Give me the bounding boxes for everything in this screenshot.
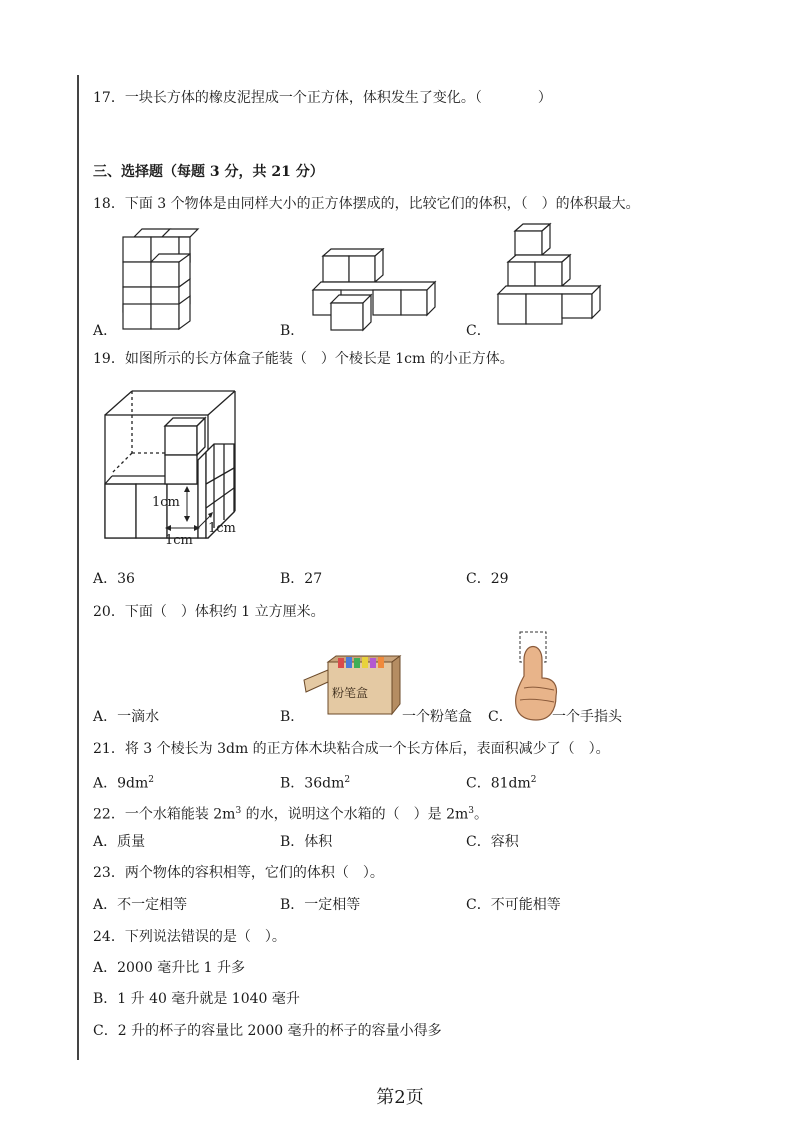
- q19-option-c[interactable]: C．29: [466, 571, 509, 587]
- question-21-stem: 21．将 3 个棱长为 3dm 的正方体木块粘合成一个长方体后，表面积减少了（ ）。: [93, 741, 610, 757]
- question-20-stem: 20．下面（ ）体积约 1 立方厘米。: [93, 604, 325, 620]
- q20-option-c[interactable]: C．: [488, 709, 513, 725]
- question-24-stem: 24．下列说法错误的是（ ）。: [93, 929, 286, 945]
- q18-figure-b: [305, 248, 440, 333]
- q20-option-c-text: 一个手指头: [552, 709, 622, 725]
- q20-option-a[interactable]: A．一滴水: [93, 709, 160, 725]
- q18-option-b[interactable]: B．: [280, 323, 305, 339]
- section-heading: 三、选择题（每题 3 分，共 21 分）: [93, 164, 324, 180]
- q19-option-a[interactable]: A．36: [93, 571, 135, 587]
- q21-option-a[interactable]: A．$9dm^2$: [93, 775, 154, 792]
- page-number: 第2页: [376, 1087, 424, 1108]
- q21-option-b[interactable]: B．$36dm^2$: [280, 775, 351, 792]
- q19-depth-label: 1cm: [208, 521, 236, 536]
- q23-option-c[interactable]: C．不可能相等: [466, 897, 561, 913]
- question-18-stem: 18．下面 3 个物体是由同样大小的正方体摆成的，比较它们的体积，（ ）的体积最大。: [93, 196, 640, 212]
- q22-option-b[interactable]: B．体积: [280, 834, 333, 850]
- question-22-stem: 22．一个水箱能装 $2m^3$ 的水，说明这个水箱的（ ）是 $2m^3$。: [93, 806, 489, 823]
- question-19-stem: 19．如图所示的长方体盒子能装（ ）个棱长是 1cm 的小正方体。: [93, 351, 514, 367]
- q20-option-b[interactable]: B．: [280, 709, 305, 725]
- q18-option-c[interactable]: C．: [466, 323, 491, 339]
- q23-option-a[interactable]: A．不一定相等: [93, 897, 188, 913]
- q18-figure-a: [118, 228, 200, 332]
- question-23-stem: 23．两个物体的容积相等，它们的体积（ ）。: [93, 865, 384, 881]
- binding-margin-line: [77, 75, 79, 1060]
- q19-option-b[interactable]: B．27: [280, 571, 323, 587]
- q22-option-c[interactable]: C．容积: [466, 834, 519, 850]
- q19-width-label: 1cm: [165, 533, 193, 548]
- q19-height-label: 1cm: [152, 495, 180, 510]
- q24-option-b[interactable]: B．1 升 40 毫升就是 1040 毫升: [93, 991, 300, 1007]
- q21-option-c[interactable]: C．$81dm^2$: [466, 775, 537, 792]
- q18-figure-c: [490, 222, 605, 332]
- q18-option-a[interactable]: A．: [93, 323, 118, 339]
- q20-option-b-text: 一个粉笔盒: [402, 709, 472, 725]
- chalk-box-label: 粉笔盒: [332, 686, 369, 700]
- q24-option-a[interactable]: A．2000 毫升比 1 升多: [93, 960, 245, 976]
- q24-option-c[interactable]: C．2 升的杯子的容量比 2000 毫升的杯子的容量小得多: [93, 1023, 442, 1039]
- question-17: 17．一块长方体的橡皮泥捏成一个正方体，体积发生了变化。（ ）: [93, 90, 552, 106]
- q23-option-b[interactable]: B．一定相等: [280, 897, 361, 913]
- q22-option-a[interactable]: A．质量: [93, 834, 146, 850]
